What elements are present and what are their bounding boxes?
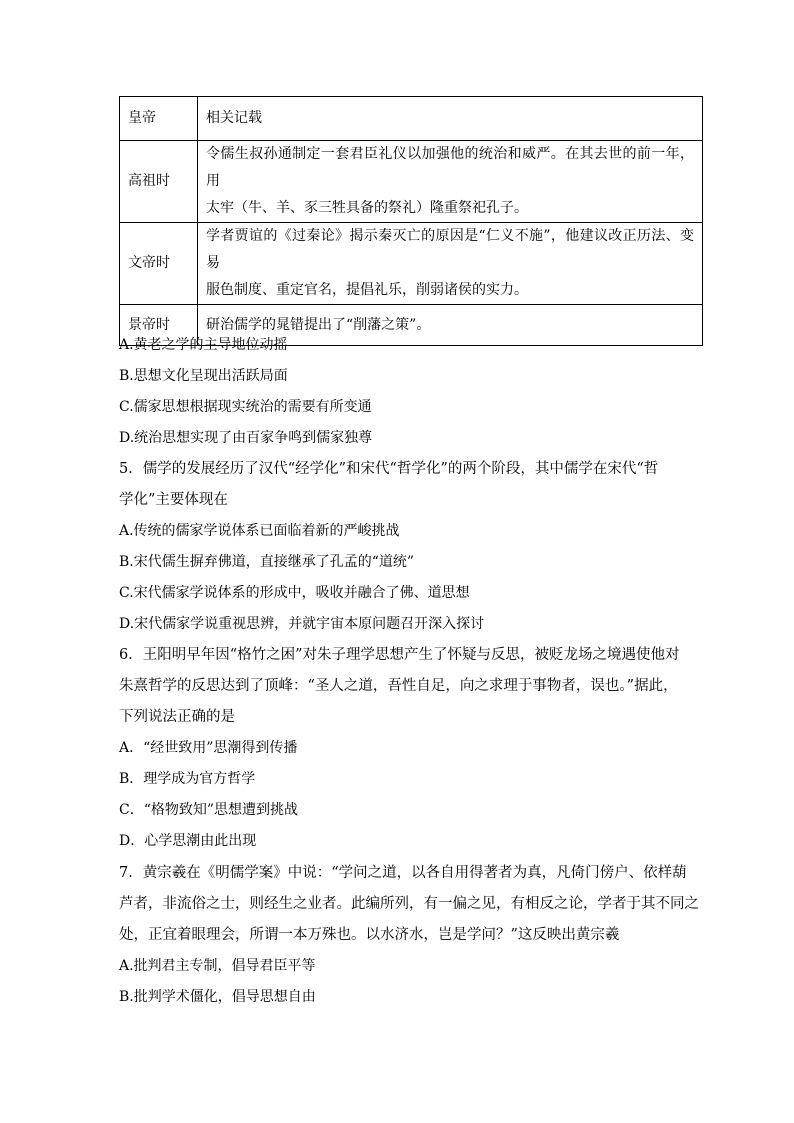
record-line: 太牢（牛、羊、豕三牲具备的祭礼）隆重祭祀孔子。	[206, 200, 528, 216]
table-row	[120, 141, 703, 223]
record-cell	[198, 223, 703, 305]
q5-stem-line: 学化”主要体现在	[119, 492, 228, 508]
header-emperor: 皇帝	[120, 97, 198, 141]
q4-option-a: A.黄老之学的主导地位动摇	[119, 337, 288, 353]
header-records: 相关记载	[198, 97, 703, 141]
q5-option-b: B.宋代儒生摒弃佛道，直接继承了孔孟的“道统”	[119, 554, 415, 570]
record-line: 研治儒学的晁错提出了“削藩之策”。	[206, 316, 431, 333]
emperor-cell: 文帝时	[120, 223, 198, 305]
q5-option-d: D.宋代儒家学说重视思辨，并就宇宙本原问题召开深入探讨	[119, 616, 485, 632]
emperor-cell: 景帝时	[120, 305, 198, 346]
q6-stem-line: 下列说法正确的是	[119, 709, 235, 725]
q6-option-d: D．心学思潮由此出现	[119, 833, 257, 849]
q4-option-c: C.儒家思想根据现实统治的需要有所变通	[119, 399, 372, 415]
q6-option-b: B．理学成为官方哲学	[119, 771, 256, 787]
table-header-row	[120, 97, 703, 141]
q4-option-b: B.思想文化呈现出活跃局面	[119, 368, 288, 384]
table-row	[120, 223, 703, 305]
history-records-table	[119, 96, 703, 346]
q7-stem-line: 处，正宜着眼理会，所谓一本万殊也。以水济水，岂是学问？”这反映出黄宗羲	[119, 927, 620, 943]
record-cell	[198, 141, 703, 223]
q6-option-c: C．“格物致知”思想遭到挑战	[119, 802, 299, 818]
q6-stem-line: 朱熹哲学的反思达到了顶峰：“圣人之道，吾性自足，向之求理于事物者，误也。”据此，	[119, 678, 678, 694]
q6-stem-line: 6．王阳明早年因“格竹之困”对朱子理学思想产生了怀疑与反思，被贬龙场之境遇使他对	[119, 647, 680, 663]
q7-option-b: B.批判学术僵化，倡导思想自由	[119, 989, 316, 1005]
record-line: 学者贾谊的《过秦论》揭示秦灭亡的原因是“仁义不施”，他建议改正历法、变易	[206, 228, 694, 271]
q7-stem-line: 7．黄宗羲在《明儒学案》中说：“学问之道，以各自用得著者为真，凡倚门傍户、依样葫	[119, 865, 687, 881]
record-line: 服色制度、重定官名，提倡礼乐，削弱诸侯的实力。	[206, 282, 528, 298]
q5-stem-line: 5．儒学的发展经历了汉代“经学化”和宋代“哲学化”的两个阶段，其中儒学在宋代“哲	[119, 461, 659, 477]
emperor-cell: 高祖时	[120, 141, 198, 223]
q6-option-a: A．“经世致用”思潮得到传播	[119, 740, 298, 756]
record-line: 令儒生叔孙通制定一套君臣礼仪以加强他的统治和威严。在其去世的前一年，用	[206, 146, 694, 189]
q7-option-a: A.批判君主专制，倡导君臣平等	[119, 958, 316, 974]
q5-option-c: C.宋代儒家学说体系的形成中，吸收并融合了佛、道思想	[119, 585, 470, 601]
q5-option-a: A.传统的儒家学说体系已面临着新的严峻挑战	[119, 523, 400, 539]
q7-stem-line: 芦者，非流俗之士，则经生之业者。此编所列，有一偏之见，有相反之论，学者于其不同之	[119, 896, 699, 912]
q4-option-d: D.统治思想实现了由百家争鸣到儒家独尊	[119, 430, 373, 446]
